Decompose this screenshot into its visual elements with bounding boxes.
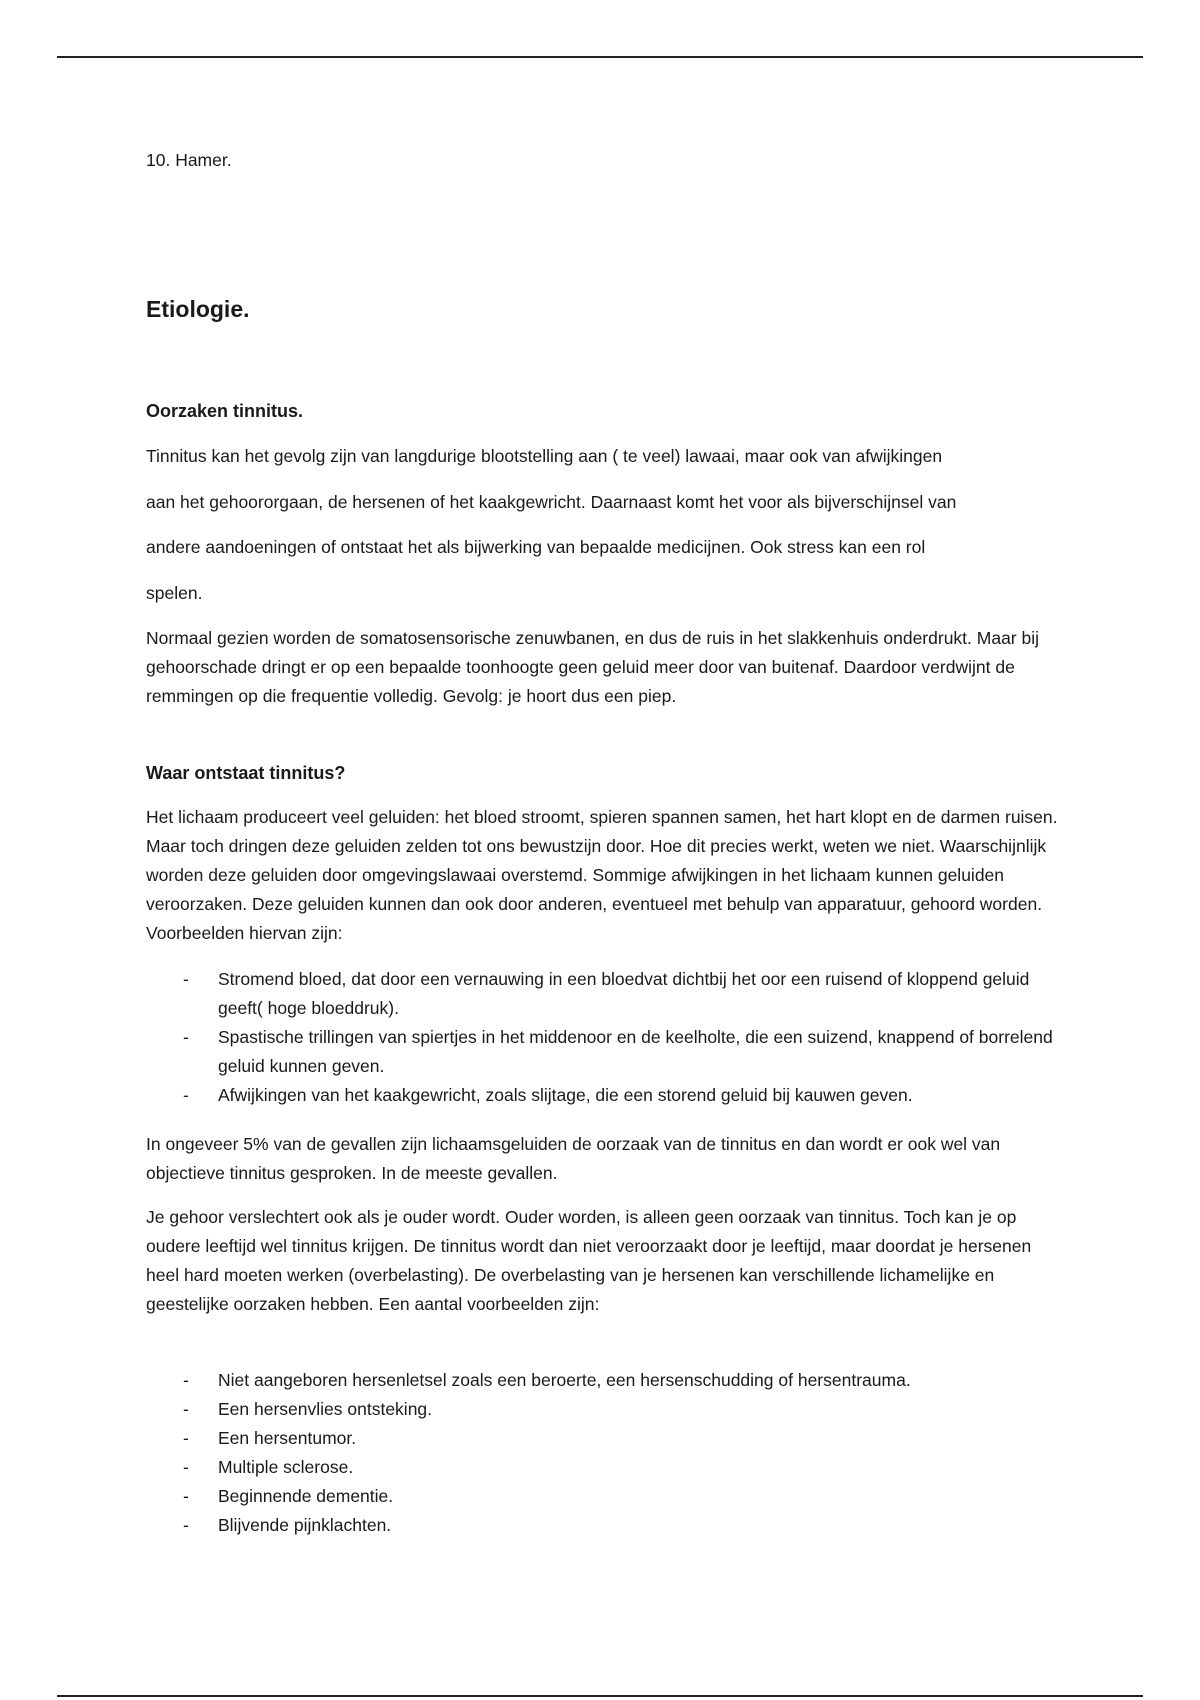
list-item-text: Multiple sclerose. <box>218 1457 354 1477</box>
bullet-dash: - <box>183 1027 189 1047</box>
section-title: Etiologie. <box>146 296 250 322</box>
list-item <box>146 965 1066 1023</box>
origin-paragraph-2: In ongeveer 5% van de gevallen zijn lichaamsgeluiden de oorzaak van de tinnitus en dan wordt er ook wel van objectieve tinnitus gesproken. In de meeste gevallen. <box>146 1134 1001 1183</box>
list-item <box>146 1395 1066 1424</box>
causes-list <box>146 1366 1066 1540</box>
list-item <box>146 1424 1066 1453</box>
list-item <box>146 1366 1066 1395</box>
list-item-text: Stromend bloed, dat door een vernauwing in een bloedvat dichtbij het oor een ruisend of kloppend geluid geeft( hoge bloeddruk). <box>218 969 1030 1018</box>
bullet-dash: - <box>183 1486 189 1506</box>
origin-paragraph-1: Het lichaam produceert veel geluiden: het bloed stroomt, spieren spannen samen, het hart klopt en de darmen ruisen. Maar toch dringen deze geluiden zelden tot ons bewustzijn door. Hoe dit precies werkt, weten we niet. Waarschijnlijk worden deze geluiden door omgevingslawaai overstemd. Sommige afwijkingen in het lichaam kunnen geluiden veroorzaken. Deze geluiden kunnen dan ook door anderen, eventueel met behulp van apparatuur, gehoord worden. Voorbeelden hiervan zijn: <box>146 807 1058 943</box>
causes-paragraph-2: Normaal gezien worden de somatosensorische zenuwbanen, en dus de ruis in het slakkenhuis onderdrukt. Maar bij gehoorschade dringt er op een bepaalde toonhoogte geen geluid meer door van buitenaf. Daardoor verdwijnt de remmingen op die frequentie volledig. Gevolg: je hoort dus een piep. <box>146 628 1040 706</box>
list-item-text: Een hersentumor. <box>218 1428 357 1448</box>
list-item <box>146 1023 1066 1081</box>
bullet-dash: - <box>183 1370 189 1390</box>
footer-rule <box>57 1695 1143 1697</box>
list-item <box>146 1081 1066 1110</box>
origin-heading: Waar ontstaat tinnitus? <box>146 763 346 783</box>
header-rule <box>57 56 1143 58</box>
list-number-line: 10. Hamer. <box>146 150 232 170</box>
list-item-text: Blijvende pijnklachten. <box>218 1515 392 1535</box>
list-item-text: Spastische trillingen van spiertjes in het middenoor en de keelholte, die een suizend, knappend of borrelend geluid kunnen geven. <box>218 1027 1053 1076</box>
list-item <box>146 1482 1066 1511</box>
list-item-text: Een hersenvlies ontsteking. <box>218 1399 433 1419</box>
causes-paragraph-1: Tinnitus kan het gevolg zijn van langdurige blootstelling aan ( te veel) lawaai, maar ook van afwijkingen aan het gehoororgaan, de hersenen of het kaakgewricht. Daarnaast komt het voor als bijverschijnsel van andere aandoeningen of ontstaat het als bijwerking van bepaalde medicijnen. Ook stress kan een rol spelen. <box>146 446 957 603</box>
bullet-dash: - <box>183 1515 189 1535</box>
list-item-text: Niet aangeboren hersenletsel zoals een beroerte, een hersenschudding of hersentrauma. <box>218 1370 911 1390</box>
bullet-dash: - <box>183 1428 189 1448</box>
bullet-dash: - <box>183 1457 189 1477</box>
bullet-dash: - <box>183 969 189 989</box>
causes-heading: Oorzaken tinnitus. <box>146 401 304 421</box>
list-item-text: Afwijkingen van het kaakgewricht, zoals slijtage, die een storend geluid bij kauwen geven. <box>218 1085 913 1105</box>
list-item-text: Beginnende dementie. <box>218 1486 394 1506</box>
list-item <box>146 1511 1066 1540</box>
origin-paragraph-3: Je gehoor verslechtert ook als je ouder wordt. Ouder worden, is alleen geen oorzaak van tinnitus. Toch kan je op oudere leeftijd wel tinnitus krijgen. De tinnitus wordt dan niet veroorzaakt door je leeftijd, maar doordat je hersenen heel hard moeten werken (overbelasting). De overbelasting van je hersenen kan verschillende lichamelijke en geestelijke oorzaken hebben. Een aantal voorbeelden zijn: <box>146 1207 1032 1314</box>
bullet-dash: - <box>183 1399 189 1419</box>
list-item <box>146 1453 1066 1482</box>
bullet-dash: - <box>183 1085 189 1105</box>
examples-list <box>146 965 1066 1110</box>
